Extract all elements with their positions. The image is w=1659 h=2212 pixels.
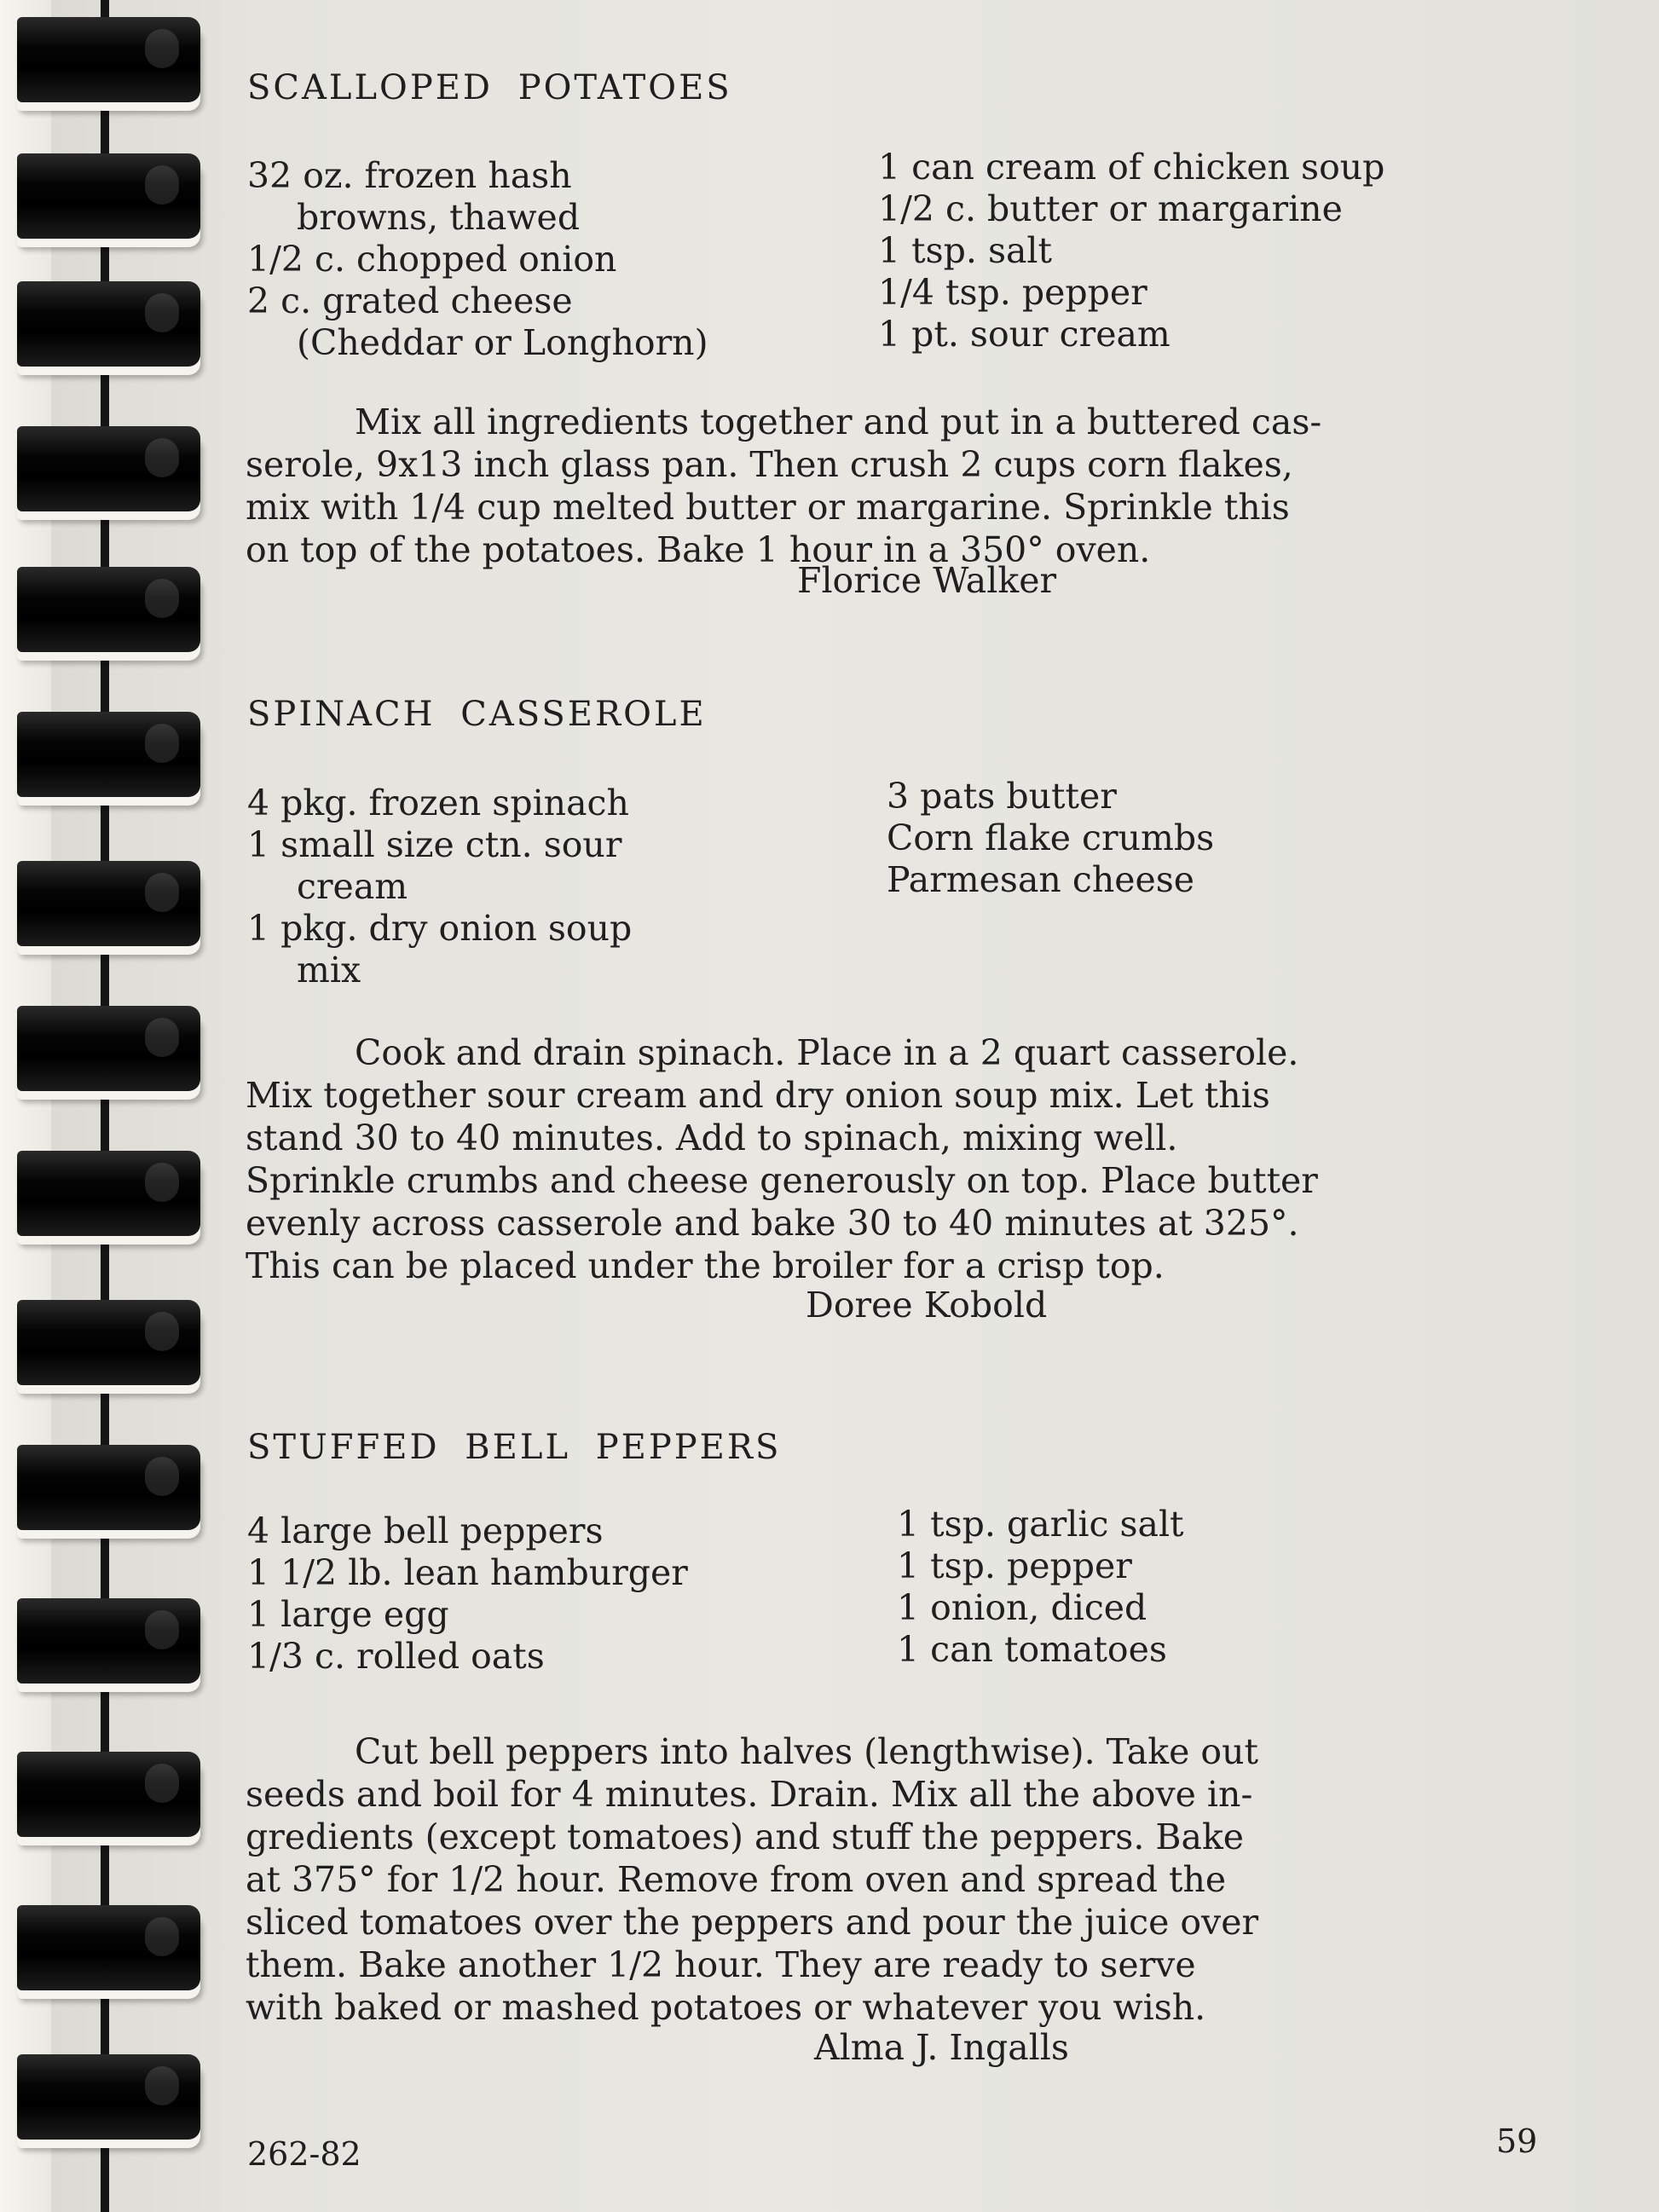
recipe-directions [246, 1730, 1258, 2029]
ingredient: 1/3 c. rolled oats [247, 1636, 545, 1677]
ingredients-left [247, 155, 708, 364]
direction-line: seeds and boil for 4 minutes. Drain. Mix all the above in- [246, 1774, 1253, 1815]
ingredient: 3 pats butter [887, 776, 1117, 817]
ingredient: 1/2 c. butter or margarine [878, 188, 1343, 229]
ingredient: 1/2 c. chopped onion [247, 239, 617, 280]
recipe-author: Florice Walker [797, 560, 1057, 601]
direction-line: Mix all ingredients together and put in a buttered cas- [355, 401, 1322, 442]
ingredient: Parmesan cheese [887, 859, 1195, 900]
direction-line: gredients (except tomatoes) and stuff the peppers. Bake [246, 1816, 1245, 1857]
ingredient: cream [297, 866, 408, 907]
ingredient: mix [297, 950, 361, 990]
direction-line: Cook and drain spinach. Place in a 2 quart casserole. [355, 1032, 1299, 1073]
recipe-directions [246, 1031, 1318, 1287]
footer-code: 262-82 [247, 2135, 361, 2173]
recipe-author: Alma J. Ingalls [814, 2027, 1069, 2068]
ingredient: 1 1/2 lb. lean hamburger [247, 1552, 688, 1593]
ingredient: (Cheddar or Longhorn) [297, 322, 708, 363]
ingredient: 32 oz. frozen hash [247, 155, 572, 196]
ingredient: 1 pt. sour cream [878, 314, 1171, 355]
ingredient: 2 c. grated cheese [247, 280, 573, 321]
ingredient: 1/4 tsp. pepper [878, 272, 1147, 313]
direction-line: Sprinkle crumbs and cheese generously on top. Place butter [246, 1160, 1318, 1201]
page-number: 59 [1496, 2122, 1538, 2160]
ingredient: 1 tsp. garlic salt [897, 1504, 1184, 1545]
direction-line: serole, 9x13 inch glass pan. Then crush 2 cups corn flakes, [246, 444, 1293, 485]
recipe-title: STUFFED BELL PEPPERS [247, 1428, 782, 1467]
recipe-directions [246, 401, 1321, 571]
direction-line: Mix together sour cream and dry onion soup mix. Let this [246, 1075, 1270, 1116]
direction-line: on top of the potatoes. Bake 1 hour in a 350° oven. [246, 529, 1151, 570]
ingredients-right [887, 776, 1214, 901]
ingredient: 1 tsp. pepper [897, 1545, 1132, 1586]
ingredients-left [247, 783, 632, 991]
recipe-title: SPINACH CASSEROLE [247, 695, 707, 734]
ingredient: 1 onion, diced [897, 1587, 1147, 1628]
direction-line: them. Bake another 1/2 hour. They are ready to serve [246, 1944, 1196, 1985]
ingredient: 4 pkg. frozen spinach [247, 783, 629, 823]
ingredients-left [247, 1510, 688, 1678]
ingredients-right [897, 1504, 1184, 1671]
direction-line: at 375° for 1/2 hour. Remove from oven and spread the [246, 1859, 1227, 1900]
ingredient: 1 can tomatoes [897, 1629, 1167, 1670]
ingredient: 1 tsp. salt [878, 230, 1053, 271]
ingredients-right [878, 147, 1384, 355]
direction-line: This can be placed under the broiler for a crisp top. [246, 1245, 1165, 1286]
ingredient: browns, thawed [297, 197, 581, 238]
recipe-author: Doree Kobold [806, 1285, 1048, 1325]
direction-line: Cut bell peppers into halves (lengthwise). Take out [355, 1731, 1258, 1772]
ingredient: 1 can cream of chicken soup [878, 147, 1385, 188]
recipe-title: SCALLOPED POTATOES [247, 68, 732, 107]
direction-line: evenly across casserole and bake 30 to 40 minutes at 325°. [246, 1203, 1299, 1244]
direction-line: mix with 1/4 cup melted butter or margarine. Sprinkle this [246, 487, 1290, 528]
direction-line: stand 30 to 40 minutes. Add to spinach, mixing well. [246, 1118, 1178, 1158]
ingredient: 4 large bell peppers [247, 1510, 604, 1551]
ingredient: Corn flake crumbs [887, 817, 1215, 858]
ingredient: 1 small size ctn. sour [247, 824, 622, 865]
ingredient: 1 large egg [247, 1594, 449, 1635]
ingredient: 1 pkg. dry onion soup [247, 908, 633, 949]
direction-line: with baked or mashed potatoes or whatever you wish. [246, 1987, 1206, 2028]
direction-line: sliced tomatoes over the peppers and pour the juice over [246, 1902, 1259, 1943]
